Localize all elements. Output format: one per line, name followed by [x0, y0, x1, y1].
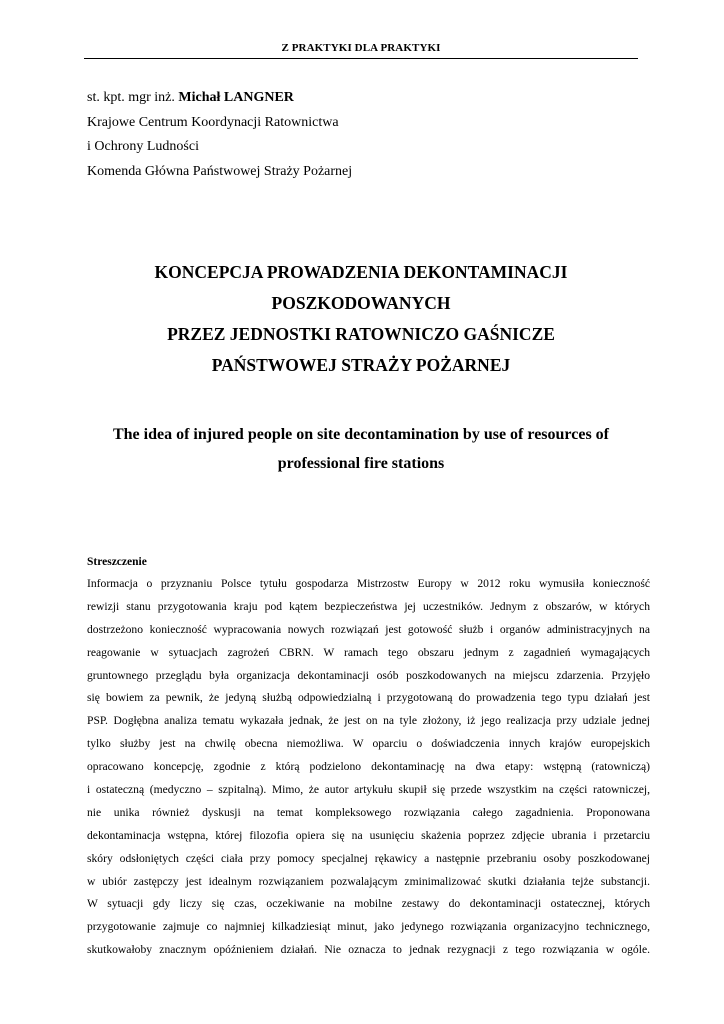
- title-line: professional fire stations: [277, 455, 445, 472]
- running-header: Z PRAKTYKI DLA PRAKTYKI: [281, 42, 441, 54]
- abstract-line: przygotowanie zajmuje co najmniej kilkadziesiąt minut, jako jedynego rozwiązania organizacyjno technicznego,: [87, 920, 650, 934]
- abstract-line: się bowiem za pewnik, że jedyną służbą odpowiedzialną i przygotowaną do prowadzenia tego typu działań jest: [87, 691, 650, 705]
- affiliation-line: Krajowe Centrum Koordynacji Ratownictwa: [87, 114, 339, 130]
- affiliation-line: Komenda Główna Państwowej Straży Pożarnej: [87, 163, 353, 179]
- abstract-line: tylko służby jest na chwilę obecna niemożliwa. W oparciu o doświadczenia innych krajów europejskich: [87, 737, 650, 751]
- author-block: [87, 86, 627, 184]
- title-line: PRZEZ JEDNOSTKI RATOWNICZO GAŚNICZE: [167, 324, 555, 344]
- abstract-line: w ubiór zastępczy jest idealnym rozwiązaniem pozwalającym zminimalizować skutki działania tejże substancji.: [87, 874, 650, 888]
- abstract-line: W sytuacji gdy liczy się czas, oczekiwanie na mobilne zestawy do dekontaminacji ostatecznej, których: [87, 897, 650, 911]
- abstract-line: nie unika również dyskusji na temat kompleksowego rozwiązania całego zagadnienia. Proponowana: [87, 805, 650, 819]
- header-divider: [84, 58, 638, 59]
- abstract-line: i ostateczną (medyczno – szpitalną). Mimo, że autor artykułu skupił się przede wszystkim na części ratowniczej,: [87, 783, 650, 797]
- title-line: KONCEPCJA PROWADZENIA DEKONTAMINACJI: [154, 262, 568, 282]
- abstract-line: reagowanie w sytuacjach zagrożeń CBRN. W ramach tego obszaru jednym z zagadnień wymagających: [87, 645, 650, 659]
- title-english: [84, 420, 638, 478]
- author-name: Michał LANGNER: [178, 90, 294, 105]
- abstract-line: skutkowałoby znacznym opóźnieniem działań. Nie oznacza to jednak rezygnacji z tego rozwiązania w ogóle.: [87, 943, 650, 957]
- abstract-line: dostrzeżono konieczność wypracowania nowych rozwiązań jest gotowość służb i organów administracyjnych na: [87, 622, 650, 636]
- author-line: [87, 86, 627, 111]
- title-line: The idea of injured people on site decontamination by use of resources of: [112, 426, 609, 443]
- abstract-line: skóry odsłoniętych części ciała przy pomocy specjalnej rękawicy a następnie przebraniu osoby poszkodowanej: [87, 851, 650, 865]
- abstract-line: Informacja o przyznaniu Polsce tytułu gospodarza Mistrzostw Europy w 2012 roku wymusiła konieczność: [87, 577, 650, 590]
- abstract-line: opracowano koncepcję, zgodnie z którą podzielono dekontaminację na dwa etapy: wstępną (ratowniczą): [87, 760, 650, 774]
- abstract-line: gruntownego przeglądu była organizacja dekontaminacji osób poszkodowanych na miejscu zdarzenia. Przyjęło: [87, 668, 650, 682]
- abstract-body: [87, 573, 650, 962]
- abstract-line: PSP. Dogłębna analiza tematu wykazała jednak, że jest on na tyle złożony, iż jego realizacja przy udziale jednej: [87, 714, 650, 728]
- abstract-line: dekontaminacja wstępna, której filozofia opiera się na usunięciu skażenia poprzez zdjęcie ubrania i przetarciu: [87, 828, 650, 842]
- title-line: PAŃSTWOWEJ STRAŻY POŻARNEJ: [211, 355, 511, 375]
- abstract-heading: Streszczenie: [87, 556, 147, 568]
- affiliation-line: i Ochrony Ludności: [87, 139, 199, 154]
- abstract-line: rewizji stanu przygotowania kraju pod kątem bezpieczeństwa jej uczestników. Jednym z obszarów, w których: [87, 599, 650, 613]
- title-polish: [84, 257, 638, 381]
- author-prefix: st. kpt. mgr inż.: [87, 90, 179, 105]
- title-line: POSZKODOWANYCH: [271, 293, 451, 313]
